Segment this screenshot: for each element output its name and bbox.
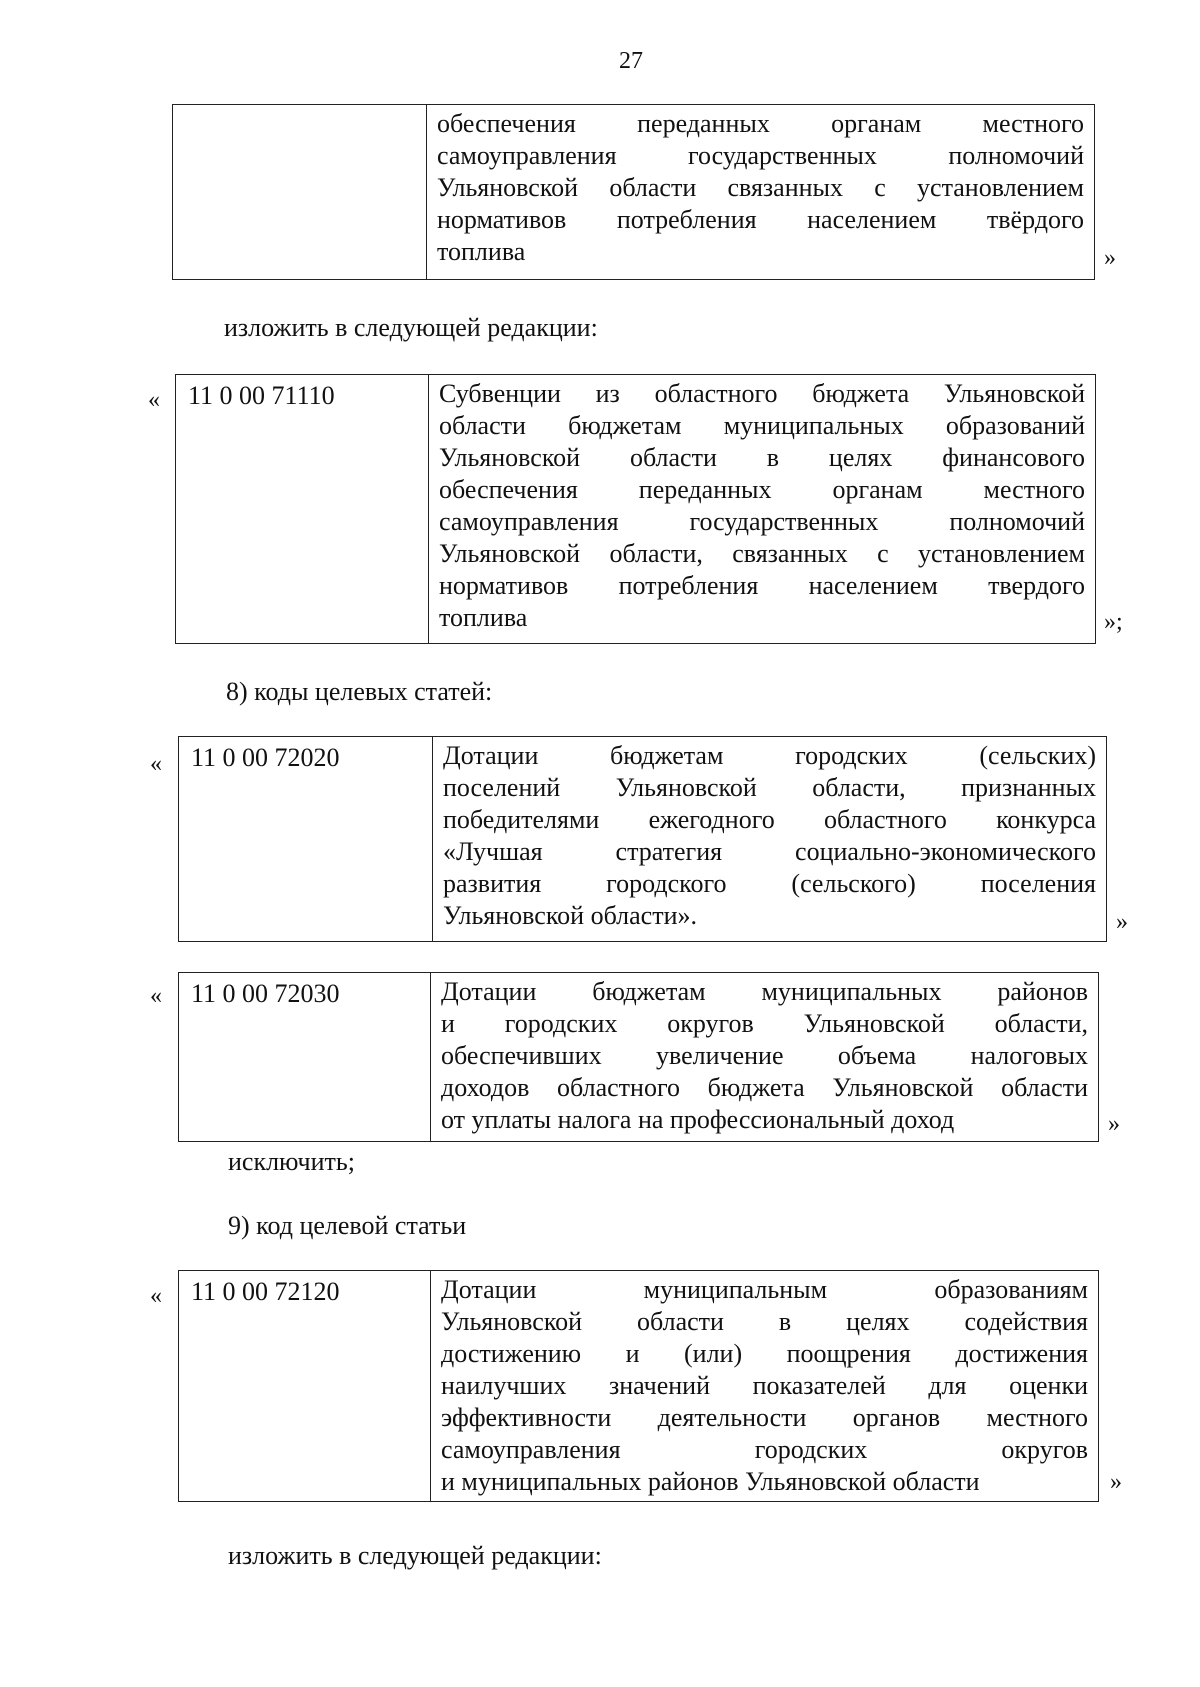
description-line: Ульяновской области связанных с установлением bbox=[437, 173, 1084, 202]
table-row-continued bbox=[172, 104, 1095, 280]
description-line: Субвенции из областного бюджета Ульяновской bbox=[439, 379, 1085, 408]
description-line: Ульяновской области в целях содействия bbox=[441, 1307, 1088, 1336]
description-line: наилучших значений показателей для оценки bbox=[441, 1371, 1088, 1400]
description-line: поселений Ульяновской области, признанных bbox=[443, 773, 1096, 802]
code-cell: 11 0 00 72030 bbox=[179, 973, 431, 1142]
description-line: обеспечивших увеличение объема налоговых bbox=[441, 1041, 1088, 1070]
description-line: топлива bbox=[439, 603, 528, 632]
description-line: победителями ежегодного областного конкурса bbox=[443, 805, 1096, 834]
description-line: нормативов потребления населением твёрдого bbox=[437, 205, 1084, 234]
description-cell bbox=[431, 973, 1099, 1142]
opening-quote: « bbox=[148, 387, 160, 413]
paragraph-amend: изложить в следующей редакции: bbox=[224, 313, 598, 342]
description-line: и городских округов Ульяновской области, bbox=[441, 1009, 1088, 1038]
description-line: топлива bbox=[437, 237, 526, 266]
closing-quote: » bbox=[1104, 245, 1116, 271]
paragraph-exclude: исключить; bbox=[228, 1147, 355, 1176]
code-cell: 11 0 00 71110 bbox=[176, 375, 429, 644]
description-line: обеспечения переданных органам местного bbox=[437, 109, 1084, 138]
description-line: Дотации бюджетам муниципальных районов bbox=[441, 977, 1088, 1006]
description-cell bbox=[427, 105, 1095, 280]
closing-quote: » bbox=[1116, 909, 1128, 935]
table-row-71110 bbox=[175, 374, 1096, 644]
description-line: достижению и (или) поощрения достижения bbox=[441, 1339, 1088, 1368]
description-line: самоуправления городских округов bbox=[441, 1435, 1088, 1464]
description-line: Дотации муниципальным образованиям bbox=[441, 1275, 1088, 1304]
description-line: от уплаты налога на профессиональный доход bbox=[441, 1105, 955, 1134]
description-line: доходов областного бюджета Ульяновской области bbox=[441, 1073, 1088, 1102]
closing-quote: » bbox=[1110, 1469, 1122, 1495]
description-line: «Лучшая стратегия социально-экономического bbox=[443, 837, 1096, 866]
description-line: области бюджетам муниципальных образований bbox=[439, 411, 1085, 440]
opening-quote: « bbox=[150, 983, 162, 1009]
description-line: эффективности деятельности органов местного bbox=[441, 1403, 1088, 1432]
description-line: обеспечения переданных органам местного bbox=[439, 475, 1085, 504]
table-row-72030 bbox=[178, 972, 1099, 1142]
code-cell: 11 0 00 72120 bbox=[179, 1271, 431, 1502]
paragraph-amend-final: изложить в следующей редакции: bbox=[228, 1541, 602, 1570]
code-cell bbox=[173, 105, 427, 280]
description-cell bbox=[431, 1271, 1099, 1502]
table-row-72120 bbox=[178, 1270, 1099, 1502]
description-line: самоуправления государственных полномочий bbox=[439, 507, 1085, 536]
description-line: Ульяновской области в целях финансового bbox=[439, 443, 1085, 472]
description-line: Ульяновской области». bbox=[443, 901, 697, 930]
description-cell bbox=[433, 737, 1107, 942]
description-line: и муниципальных районов Ульяновской области bbox=[441, 1467, 980, 1496]
description-cell bbox=[429, 375, 1096, 644]
opening-quote: « bbox=[150, 751, 162, 777]
description-line: нормативов потребления населением твердого bbox=[439, 571, 1085, 600]
code-cell: 11 0 00 72020 bbox=[179, 737, 433, 942]
page-number: 27 bbox=[619, 48, 643, 74]
description-line: Дотации бюджетам городских (сельских) bbox=[443, 741, 1096, 770]
closing-quote: » bbox=[1108, 1111, 1120, 1137]
opening-quote: « bbox=[150, 1283, 162, 1309]
paragraph-codes: 8) коды целевых статей: bbox=[226, 677, 493, 706]
description-line: самоуправления государственных полномочий bbox=[437, 141, 1084, 170]
table-row-72020 bbox=[178, 736, 1107, 942]
description-line: Ульяновской области, связанных с установлением bbox=[439, 539, 1085, 568]
description-line: развития городского (сельского) поселения bbox=[443, 869, 1096, 898]
closing-quote: »; bbox=[1104, 609, 1123, 635]
paragraph-target-code: 9) код целевой статьи bbox=[228, 1211, 467, 1240]
